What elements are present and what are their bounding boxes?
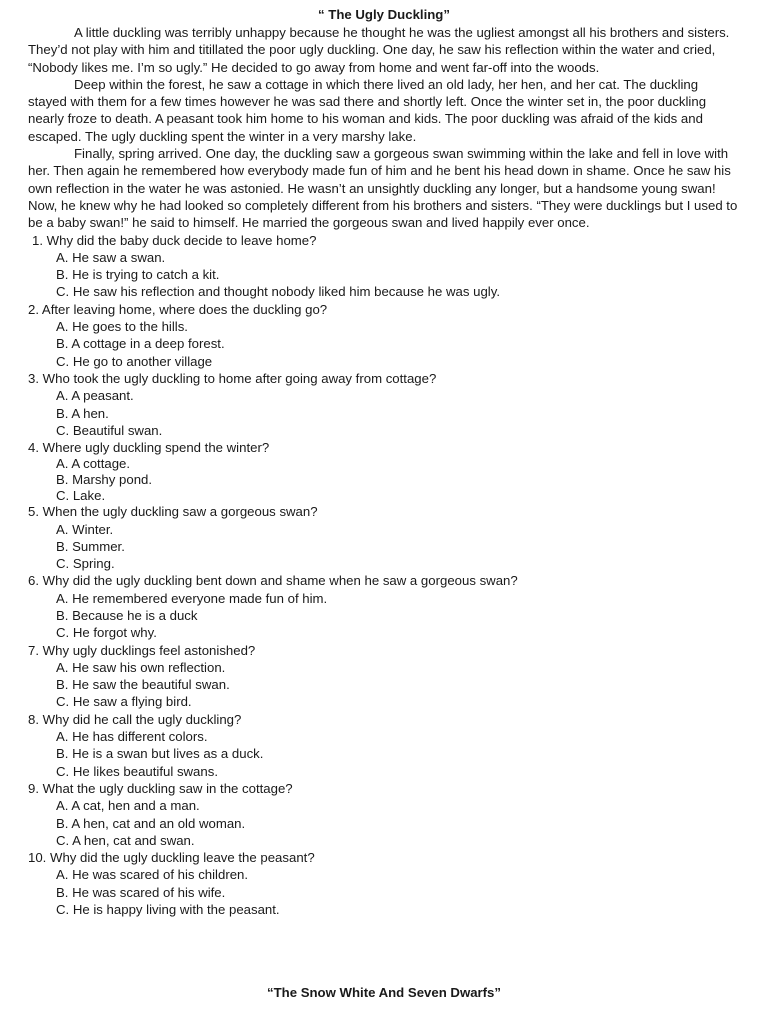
option-c: C. A hen, cat and swan. <box>56 832 195 848</box>
question-7 <box>28 642 740 711</box>
option-b: B. He was scared of his wife. <box>56 884 226 900</box>
document-page <box>28 6 740 1000</box>
option-list <box>28 387 740 439</box>
story-paragraph-3: Finally, spring arrived. One day, the duckling saw a gorgeous swan swimming within the lake and fell in love with her. Then again he remembered how everybody made fun of him and he bent his head down in shame. Once he saw his own reflection in the water he was astonied. He wasn’t an unsightly duckling any longer, but a handsome young swan! Now, he knew why he had looked so completely different from his brothers and sisters. “They were ducklings but I used to be a baby swan!” he said to himself. He married the gorgeous swan and lived happily ever once. <box>28 146 738 231</box>
option-c: C. Lake. <box>56 487 106 503</box>
option-list <box>28 521 740 573</box>
question-5 <box>28 503 740 572</box>
option-a: A. He goes to the hills. <box>56 319 188 335</box>
option-list <box>28 797 740 849</box>
story-paragraph-1: A little duckling was terribly unhappy because he thought he was the ugliest amongst all his brothers and sisters. They’d not play with him and titillated the poor ugly duckling. One day, he saw his reflection within the water and cried, “Nobody likes me. I’m so ugly.” He decided to go away from home and went far-off into the woods. <box>28 25 730 75</box>
option-b: B. He is a swan but lives as a duck. <box>56 746 264 762</box>
question-text: 7. Why ugly ducklings feel astonished? <box>28 642 256 658</box>
option-a: A. A cat, hen and a man. <box>56 798 200 814</box>
option-b: B. A cottage in a deep forest. <box>56 336 225 352</box>
option-c: C. He is happy living with the peasant. <box>56 902 280 918</box>
option-c: C. Spring. <box>56 556 115 572</box>
question-text: 2. After leaving home, where does the duckling go? <box>28 301 328 317</box>
option-c: C. He likes beautiful swans. <box>56 763 218 779</box>
question-9 <box>28 780 740 849</box>
question-text: 6. Why did the ugly duckling bent down and shame when he saw a gorgeous swan? <box>28 573 518 589</box>
option-a: A. He has different colors. <box>56 729 208 745</box>
question-6 <box>28 572 740 641</box>
option-c: C. He saw his reflection and thought nobody liked him because he was ugly. <box>56 284 500 300</box>
question-text: 5. When the ugly duckling saw a gorgeous swan? <box>28 504 318 520</box>
option-a: A. He was scared of his children. <box>56 867 249 883</box>
option-a: A. He saw his own reflection. <box>56 659 226 675</box>
option-b: B. A hen, cat and an old woman. <box>56 815 246 831</box>
question-text: 10. Why did the ugly duckling leave the peasant? <box>28 850 315 866</box>
option-c: C. He go to another village <box>56 353 213 369</box>
option-a: A. A peasant. <box>56 388 134 404</box>
option-a: A. He saw a swan. <box>56 249 166 265</box>
option-c: C. He forgot why. <box>56 625 157 641</box>
question-8 <box>28 711 740 780</box>
question-text: 9. What the ugly duckling saw in the cottage? <box>28 780 293 796</box>
question-3 <box>28 370 740 439</box>
option-list <box>28 318 740 370</box>
next-story-title: “The Snow White And Seven Dwarfs” <box>267 985 501 1000</box>
option-c: C. Beautiful swan. <box>56 422 163 438</box>
option-list <box>28 456 740 503</box>
option-b: B. Marshy pond. <box>56 472 153 488</box>
option-list <box>28 728 740 780</box>
option-list <box>28 659 740 711</box>
question-4 <box>28 439 740 503</box>
question-1 <box>28 232 740 301</box>
question-text: 8. Why did he call the ugly duckling? <box>28 711 242 727</box>
question-list <box>28 232 740 919</box>
question-text: 4. Where ugly duckling spend the winter? <box>28 440 270 456</box>
story-title: “ The Ugly Duckling” <box>318 7 450 22</box>
question-text: 3. Who took the ugly duckling to home after going away from cottage? <box>28 370 437 386</box>
option-list <box>28 249 740 301</box>
question-text: 1. Why did the baby duck decide to leave home? <box>32 232 317 248</box>
option-list <box>28 590 740 642</box>
option-b: B. A hen. <box>56 405 109 421</box>
story-paragraph-2: Deep within the forest, he saw a cottage in which there lived an old lady, her hen, and her cat. The duckling stayed with them for a few times however he was sad there and shortly left. Once the winter set in, the poor duckling nearly froze to death. A peasant took him home to his woman and kids. The poor duckling was afraid of the kids and escaped. The ugly duckling spent the winter in a very marshy lake. <box>28 76 707 144</box>
option-a: A. A cottage. <box>56 456 131 472</box>
option-b: B. Because he is a duck <box>56 607 198 623</box>
option-list <box>28 866 740 918</box>
option-b: B. Summer. <box>56 538 125 554</box>
question-2 <box>28 301 740 370</box>
option-b: B. He is trying to catch a kit. <box>56 267 220 283</box>
option-a: A. He remembered everyone made fun of him. <box>56 590 328 606</box>
question-10 <box>28 849 740 918</box>
option-a: A. Winter. <box>56 521 114 537</box>
option-c: C. He saw a flying bird. <box>56 694 192 710</box>
option-b: B. He saw the beautiful swan. <box>56 677 230 693</box>
